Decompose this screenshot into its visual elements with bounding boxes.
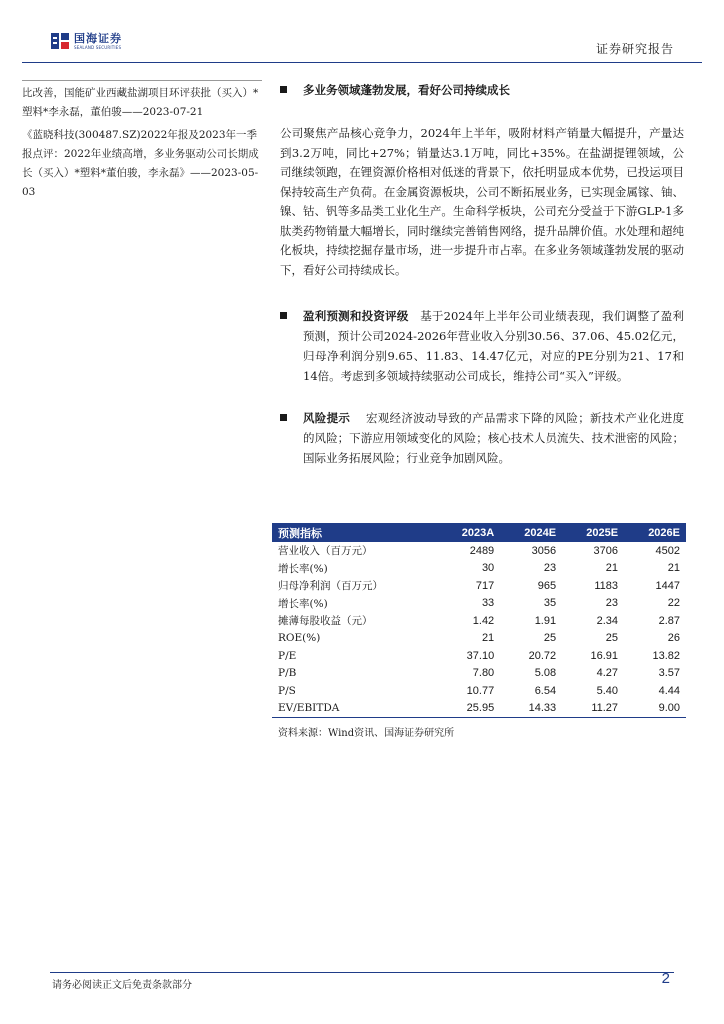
table-header-cell: 2023A (461, 526, 495, 539)
metric-label-cell: 营业收入（百万元） (278, 545, 373, 558)
square-bullet-icon (280, 414, 287, 421)
section-heading (280, 80, 684, 100)
metric-value-cell: 21 (605, 562, 619, 575)
table-row (272, 682, 686, 700)
metric-value-cell: 23 (543, 562, 557, 575)
metric-value-cell: 5.40 (596, 684, 619, 697)
page-number: 2 (661, 970, 670, 987)
risk-warning-lead: 风险提示 (303, 411, 351, 425)
metric-value-cell: 16.91 (590, 649, 619, 662)
table-header-row (272, 523, 686, 542)
square-bullet-icon (280, 312, 287, 319)
metric-value-cell: 4.44 (658, 684, 680, 697)
risk-warning-block (280, 408, 684, 468)
square-bullet-icon (280, 86, 287, 93)
table-row (272, 700, 686, 718)
metric-label-cell: P/S (278, 684, 296, 697)
metric-value-cell: 965 (537, 579, 557, 592)
business-overview-paragraph: 公司聚焦产品核心竞争力，2024年上半年，吸附材料产销量大幅提升，产量达到3.2万吨，同比+27%；销量达3.1万吨，同比+35%。在盐湖提锂领域，公司继续领跑，在锂资源价格相对低迷的背景下，依托明显成本优势，已投运项目保持较高生产负荷。在金属资源板块，公司不断拓展业务，已实现金属镓、铀、镍、钴、钒等多品类工业化生产。生命科学板块，公司充分受益于下游GLP-1多肽类药物销量大幅增长，同时继续完善销售网络，提升品牌价值。水处理和超纯化板块，持续挖掘存量市场，进一步提升市占率。在多业务领域蓬勃发展的驱动下，看好公司持续成长。 (280, 126, 684, 277)
table-row (272, 542, 686, 560)
forecast-table-container (272, 523, 686, 739)
footer-disclaimer: 请务必阅读正文后免责条款部分 (52, 980, 192, 991)
earnings-forecast-lead: 盈利预测和投资评级 (303, 309, 409, 323)
table-row (272, 647, 686, 665)
metric-value-cell: 14.33 (528, 702, 557, 714)
forecast-table (272, 523, 686, 718)
earnings-forecast-block (280, 306, 684, 386)
metric-label-cell: 归母净利润（百万元） (278, 580, 383, 593)
risk-warning-text (303, 408, 684, 468)
table-header-cell: 2024E (524, 526, 557, 539)
metric-value-cell: 1.42 (472, 614, 495, 627)
metric-value-cell: 10.77 (466, 684, 495, 697)
table-header-cell: 预测指标 (278, 526, 322, 540)
table-row (272, 665, 686, 683)
metric-label-cell: P/E (278, 649, 297, 662)
main-content (280, 80, 684, 468)
document-type: 证券研究报告 (595, 42, 674, 56)
table-header-cell: 2026E (648, 526, 680, 539)
metric-value-cell: 3706 (593, 544, 619, 557)
logo-chinese-name: 国海证券 (74, 31, 122, 45)
logo-english-name: SEALAND SECURITIES (74, 44, 122, 50)
metric-label-cell: P/B (278, 667, 297, 680)
related-report-entry[interactable]: 《蓝晓科技(300487.SZ)2022年报及2023年一季报点评：2022年业绩高增，多业务驱动公司长期成长（买入）*塑料*董伯骏，李永磊》——2023-05-03 (22, 129, 259, 198)
earnings-forecast-body: 基于2024年上半年公司业绩表现，我们调整了盈利预测，预计公司2024-2026年营业收入分别30.56、37.06、45.02亿元，归母净利润分别9.65、11.83、14.47亿元，对应的PE分别为21、17和14倍。考虑到多领域持续驱动公司成长，维持公司“买入”评级。 (303, 309, 685, 383)
header-divider (22, 62, 702, 63)
table-row (272, 612, 686, 630)
metric-value-cell: 2489 (469, 544, 495, 557)
metric-value-cell: 23 (605, 597, 619, 610)
section-title: 多业务领域蓬勃发展，看好公司持续成长 (303, 83, 510, 97)
metric-value-cell: 37.10 (466, 649, 495, 662)
metric-value-cell: 25.95 (466, 702, 495, 714)
metric-value-cell: 9.00 (658, 702, 680, 714)
metric-value-cell: 1183 (594, 579, 619, 592)
metric-value-cell: 35 (543, 597, 557, 610)
metric-value-cell: 21 (667, 562, 680, 575)
metric-value-cell: 33 (481, 597, 495, 610)
metric-value-cell: 4.27 (596, 667, 619, 680)
metric-label-cell: EV/EBITDA (278, 702, 340, 714)
metric-value-cell: 3.57 (658, 667, 680, 680)
risk-warning-body: 宏观经济波动导致的产品需求下降的风险；新技术产业化进度的风险；下游应用领域变化的风险；核心技术人员流失、技术泄密的风险；国际业务拓展风险；行业竞争加剧风险。 (303, 411, 685, 465)
metric-value-cell: 25 (605, 632, 619, 645)
metric-value-cell: 6.54 (534, 684, 557, 697)
table-source: 资料来源：Wind资讯、国海证券研究所 (278, 727, 455, 739)
table-body (272, 542, 686, 717)
metric-value-cell: 25 (543, 632, 557, 645)
metric-value-cell: 13.82 (652, 649, 680, 662)
metric-value-cell: 717 (475, 579, 495, 592)
sealand-logo-icon (50, 31, 70, 51)
metric-value-cell: 1.91 (534, 614, 557, 627)
metric-value-cell: 4502 (655, 544, 680, 557)
related-reports-sidebar (22, 80, 262, 202)
metric-value-cell: 2.34 (596, 614, 619, 627)
page-header (0, 0, 724, 64)
metric-value-cell: 2.87 (658, 614, 680, 627)
metric-value-cell: 30 (481, 562, 495, 575)
sealand-logo (50, 30, 134, 52)
metric-label-cell: 增长率(%) (278, 597, 328, 610)
metric-value-cell: 21 (481, 632, 495, 645)
footer-divider (50, 972, 674, 973)
table-row (272, 577, 686, 595)
metric-value-cell: 22 (667, 597, 680, 610)
table-row (272, 595, 686, 613)
table-row (272, 630, 686, 648)
metric-value-cell: 5.08 (534, 667, 557, 680)
related-report-entry[interactable]: 比改善，国能矿业西藏盐湖项目环评获批（买入）*塑料*李永磊，董伯骏——2023-07-21 (22, 87, 259, 118)
metric-label-cell: 摊薄每股收益（元） (278, 615, 373, 628)
metric-value-cell: 11.27 (591, 702, 619, 714)
metric-value-cell: 1447 (655, 579, 680, 592)
table-row (272, 560, 686, 578)
metric-value-cell: 20.72 (528, 649, 557, 662)
metric-label-cell: ROE(%) (278, 632, 321, 645)
earnings-forecast-text (303, 306, 684, 386)
table-header-cell: 2025E (586, 526, 619, 539)
metric-value-cell: 7.80 (472, 667, 495, 680)
metric-value-cell: 26 (667, 632, 680, 645)
metric-label-cell: 增长率(%) (278, 562, 328, 575)
metric-value-cell: 3056 (531, 544, 557, 557)
